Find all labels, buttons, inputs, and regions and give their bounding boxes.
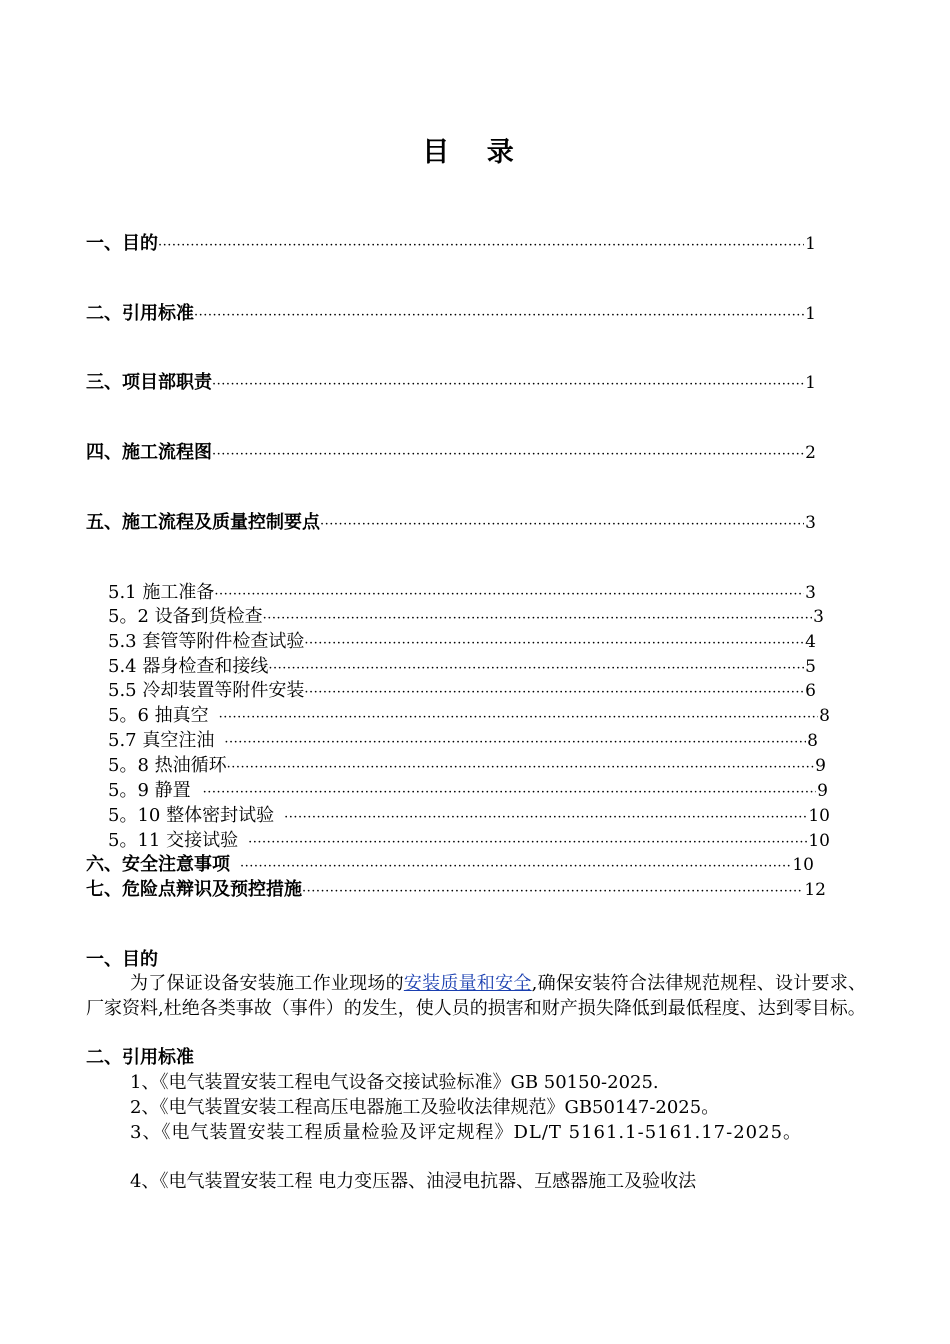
toc-item[interactable] [86,302,816,326]
toc-item[interactable] [86,511,816,535]
toc-item-label: 5。8 热油循环 [108,755,227,776]
toc-item-label: 六、安全注意事项 [86,854,230,875]
standard-item: 3、《电气装置安装工程质量检验及评定规程》DL/T 5161.1-5161.17-2025。 [130,1122,803,1143]
toc-item-label: 5。10 整体密封试验 [108,805,275,826]
toc-page-number: 10 [808,806,830,826]
toc-page-number: 3 [813,607,824,627]
toc-leader [227,756,815,778]
toc-leader [284,806,807,828]
toc-item-label: 5.7 真空注油 [108,730,215,751]
toc-page-number: 1 [805,304,816,324]
toc-leader [214,583,804,605]
toc-leader [212,373,804,395]
toc-page-number: 6 [805,681,816,701]
toc-leader [268,657,804,679]
toc-subitem[interactable] [108,704,830,728]
inline-link[interactable]: 安装质量和安全 [403,973,532,994]
toc-page-number: 4 [805,632,816,652]
toc-page-number: 9 [815,756,826,776]
toc-subitem[interactable] [108,829,830,853]
toc-leader [219,706,819,728]
toc-subitem[interactable] [108,630,816,654]
standard-item: 2、《电气装置安装工程高压电器施工及验收法律规范》GB50147-2025。 [130,1097,720,1118]
toc-subitem[interactable] [108,581,816,605]
toc-item-label: 二、引用标准 [86,303,194,324]
toc-item-label: 四、施工流程图 [86,442,212,463]
toc-subitem[interactable] [108,754,826,778]
toc-page-number: 12 [804,880,826,900]
toc-title: 目 录 [422,137,528,168]
toc-leader [304,681,804,703]
toc-page-number: 10 [792,855,814,875]
toc-page-number: 1 [805,234,816,254]
toc-subitem[interactable] [108,605,824,629]
toc-item-label: 五、施工流程及质量控制要点 [86,512,320,533]
toc-leader [240,855,791,877]
toc-item-label: 一、目的 [86,233,158,254]
toc-leader [203,781,817,803]
toc-item[interactable] [86,371,816,395]
toc-item-label: 5.1 施工准备 [108,582,215,603]
section-heading: 二、引用标准 [86,1047,194,1068]
toc-page-number: 9 [817,781,828,801]
toc-subitem[interactable] [108,804,830,828]
toc-item-label: 5.5 冷却装置等附件安装 [108,680,305,701]
toc-leader [304,632,804,654]
toc-page-number: 2 [805,443,816,463]
toc-leader [158,234,804,256]
toc-item-label: 5。2 设备到货检查 [108,606,263,627]
toc-item-label: 三、项目部职责 [86,372,212,393]
toc-page-number: 5 [805,657,816,677]
toc-page-number: 8 [819,706,830,726]
toc-page-number: 3 [805,583,816,603]
paragraph-text: ,确保安装符合法律规范规程、设计要求、厂家资料,杜绝各类事故（事件）的发生，使人员的损害和财产损失降低到最低程度、达到零目标。 [86,973,866,1019]
section-paragraph [86,972,866,1021]
toc-leader [224,731,806,753]
toc-item[interactable] [86,878,826,902]
toc-page-number: 3 [805,513,816,533]
paragraph-text: 为了保证设备安装施工作业现场的 [130,973,404,994]
section-heading: 一、目的 [86,949,158,970]
toc-subitem[interactable] [108,679,816,703]
toc-item[interactable] [86,441,816,465]
standard-item: 4、《电气装置安装工程 电力变压器、油浸电抗器、互感器施工及验收法 [130,1171,697,1192]
toc-item-label: 5.4 器身检查和接线 [108,656,269,677]
toc-leader [263,607,813,629]
toc-item-label: 七、危险点辩识及预控措施 [86,879,302,900]
toc-item-label: 5。11 交接试验 [108,830,239,851]
toc-page-number: 8 [807,731,818,751]
toc-subitem[interactable] [108,779,828,803]
toc-leader [320,513,804,535]
toc-subitem[interactable] [108,729,818,753]
toc-item-label: 5。6 抽真空 [108,705,209,726]
toc-item-label: 5。9 静置 [108,780,191,801]
toc-leader [212,443,804,465]
toc-page-number: 10 [808,831,830,851]
toc-item[interactable] [86,232,816,256]
toc-leader [248,831,807,853]
standard-item: 1、《电气装置安装工程电气设备交接试验标准》GB 50150-2025. [130,1072,659,1093]
toc-leader [194,304,804,326]
toc-item-label: 5.3 套管等附件检查试验 [108,631,305,652]
toc-item[interactable] [86,853,814,877]
toc-subitem[interactable] [108,655,816,679]
toc-leader [302,880,803,902]
toc-page-number: 1 [805,373,816,393]
